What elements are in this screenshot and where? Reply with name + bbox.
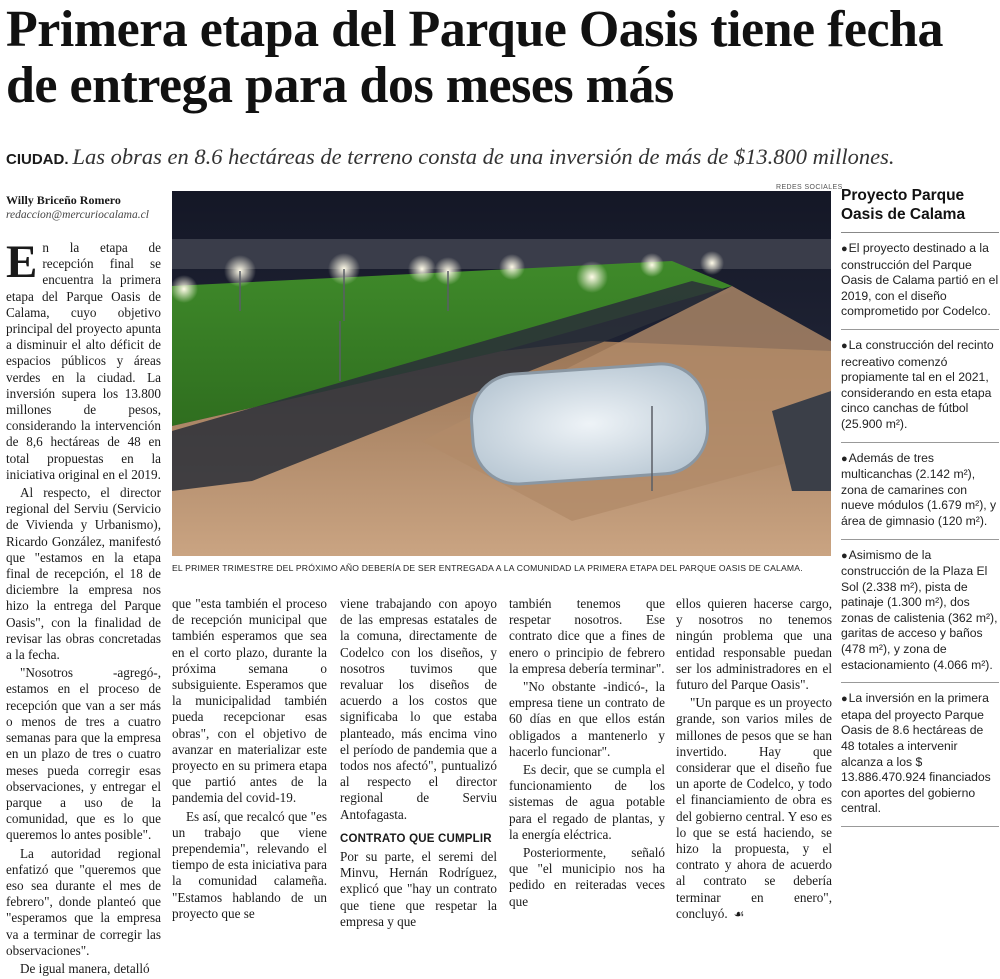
fact-box [841,186,999,835]
article-paragraph: viene trabajando con apoyo de las empresas estatales de la comuna, directamente de Codelco con los diseños, y nosotros tuvimos que revaluar los diseños de acuerdo a los costos que significaba lo que estaba planteado, más encima vino el período de pandemia que a todos nos afectó", puntualizó al respecto el director regional de Serviu Antofagasta. [340,596,497,822]
fact-item [841,451,999,540]
bullet-icon: ● [841,693,848,706]
bullet-icon: ● [841,339,848,352]
paragraph-text: n la etapa de recepción final se encuentra la primera etapa del Parque Oasis de Calama, cuyo objetivo principal del proyecto apunta a disminuir el alto déficit de espacios públicos y áreas verdes en la ciudad. La inversión supera los 13.800 millones de pesos, considerando la intervención de 8,6 hectáreas de 48 en total propuestas en la iniciativa original en el 2019. [6,240,161,482]
article-column-5 [676,596,832,924]
article-paragraph: que "esta también el proceso de recepción municipal que también esperamos que sea en el corto plazo, durante la próxima semana o subsiguiente. Esperamos que la municipalidad también pueda recepcionar esas obras", con el objetivo de avanzar en materializar este proyecto en su primera etapa que partió antes de la pandemia del covid-19. [172,596,327,806]
end-mark-icon: ☙ [733,906,745,921]
article-paragraph: Es así, que recalcó que "es un trabajo que viene prependemia", relevando el tiempo de esta iniciativa para la comunidad calameña. "Estamos hablando de un proyecto que se [172,808,327,921]
bullet-icon: ● [841,452,848,465]
fact-text: Además de tres multicanchas (2.142 m²), zona de camarines con nueve módulos (1.679 m²), y área de gimnasio (120 m²). [841,450,997,528]
fact-text: La inversión en la primera etapa del proyecto Parque Oasis de 8.6 hectáreas de 48 totales a intervenir alcanza a los $ 13.886.470.924 financiados con aportes del gobierno central. [841,691,991,816]
article-column-2 [172,596,327,924]
fact-box-title: Proyecto Parque Oasis de Calama [841,186,999,233]
photo-credit: REDES SOCIALES [776,184,843,191]
deck: Las obras en 8.6 hectáreas de terreno consta de una inversión de más de $13.800 millones. [72,144,895,169]
fact-item [841,548,999,684]
article-paragraph: Al respecto, el director regional del Serviu (Servicio de Vivienda y Urbanismo), Ricardo González, manifestó que "estamos en la etapa final de recepción, el 18 de diciembre la empresa nos hizo la entrega del Parque Oasis", con la finalidad de revisar las obras concretadas a la fecha. [6,485,161,663]
article-paragraph: Es decir, que se cumpla el funcionamiento de los sistemas de agua potable para el regado de plantas, y la energía eléctrica. [509,762,665,842]
fact-item [841,691,999,827]
article-column-3 [340,596,497,932]
article-paragraph: ellos quieren hacerse cargo, y nosotros no tenemos ningún problema que una entidad responsable puedan ser los administradores en el futuro del Parque Oasis". [676,596,832,693]
article-paragraph: La autoridad regional enfatizó que "queremos que eso sea durante el mes de febrero", donde planteó que "esperamos que la empresa va a terminar de corregir las observaciones". [6,845,161,958]
deck-line [6,144,996,170]
fact-item [841,241,999,330]
article-paragraph: Por su parte, el seremi del Minvu, Hernán Rodríguez, explicó que "hay un contrato que tiene que respetar la empresa y que [340,849,497,929]
byline: Willy Briceño Romero [6,193,121,207]
drop-cap: E [6,236,38,288]
park-aerial-image [172,191,831,556]
park-photo [172,191,831,556]
author-email: redaccion@mercuriocalama.cl [6,209,149,221]
photo-caption: EL PRIMER TRIMESTRE DEL PRÓXIMO AÑO DEBERÍA DE SER ENTREGADA A LA COMUNIDAD LA PRIMERA ETAPA DEL PARQUE OASIS DE CALAMA. [172,563,803,573]
bullet-icon: ● [841,549,848,562]
fact-text: Asimismo de la construcción de la Plaza El Sol (2.338 m²), pista de patinaje (1.300 m²), dos zonas de calistenia (362 m²), garitas de acceso y baños (478 m²), y zona de estacionamiento (4.066 m²). [841,547,998,672]
article-paragraph: De igual manera, detalló [20,960,150,976]
article-column-4 [509,596,665,912]
paragraph-text: "Un parque es un proyecto grande, son varios miles de millones de pesos que se han invertido. Hay que considerar que el diseño fue un aporte de Codelco, y todo el financiamiento de obra es del gobierno central. Y eso es lo que se está haciendo, se hizo la propuesta, y el contrato y ahora de acuerdo al contrato se debería terminar en enero", concluyó. [676,695,832,921]
article-column-1 [6,236,161,979]
headline: Primera etapa del Parque Oasis tiene fecha de entrega para dos meses más [6,1,943,114]
section-subhead: CONTRATO QUE CUMPLIR [340,832,492,845]
article-paragraph: "No obstante -indicó-, la empresa tiene un contrato de 60 días en que ellos están obligados a mantenerlo y hacerlo funcionar". [509,679,665,759]
section-label: CIUDAD. [6,151,69,168]
article-paragraph: también tenemos que respetar nosotros. Ese contrato dice que a fines de enero o principio de febrero la empresa debería terminar". [509,596,665,676]
article-paragraph [676,695,832,922]
bullet-icon: ● [841,243,848,255]
fact-text: La construcción del recinto recreativo comenzó propiamente tal en el 2021, considerando en esta etapa cinco canchas de fútbol (25.900 m²). [841,337,994,431]
article-paragraph [6,236,161,483]
article-paragraph: "Nosotros -agregó-, estamos en el proceso de recepción que van a ser más o menos de tres a cuatro semanas para que la empresa en un plazo de tres o cuatro meses pueda corregir esas observaciones, y entregar el parque a uso de la comunidad, que es lo que queremos lo antes posible". [6,665,161,843]
fact-text: El proyecto destinado a la construcción del Parque Oasis de Calama partió en el 2019, con el diseño comprometido por Codelco. [841,241,999,319]
fact-item [841,338,999,443]
article-paragraph: Posteriormente, señaló que "el municipio nos ha pedido en reiteradas veces que [509,845,665,909]
